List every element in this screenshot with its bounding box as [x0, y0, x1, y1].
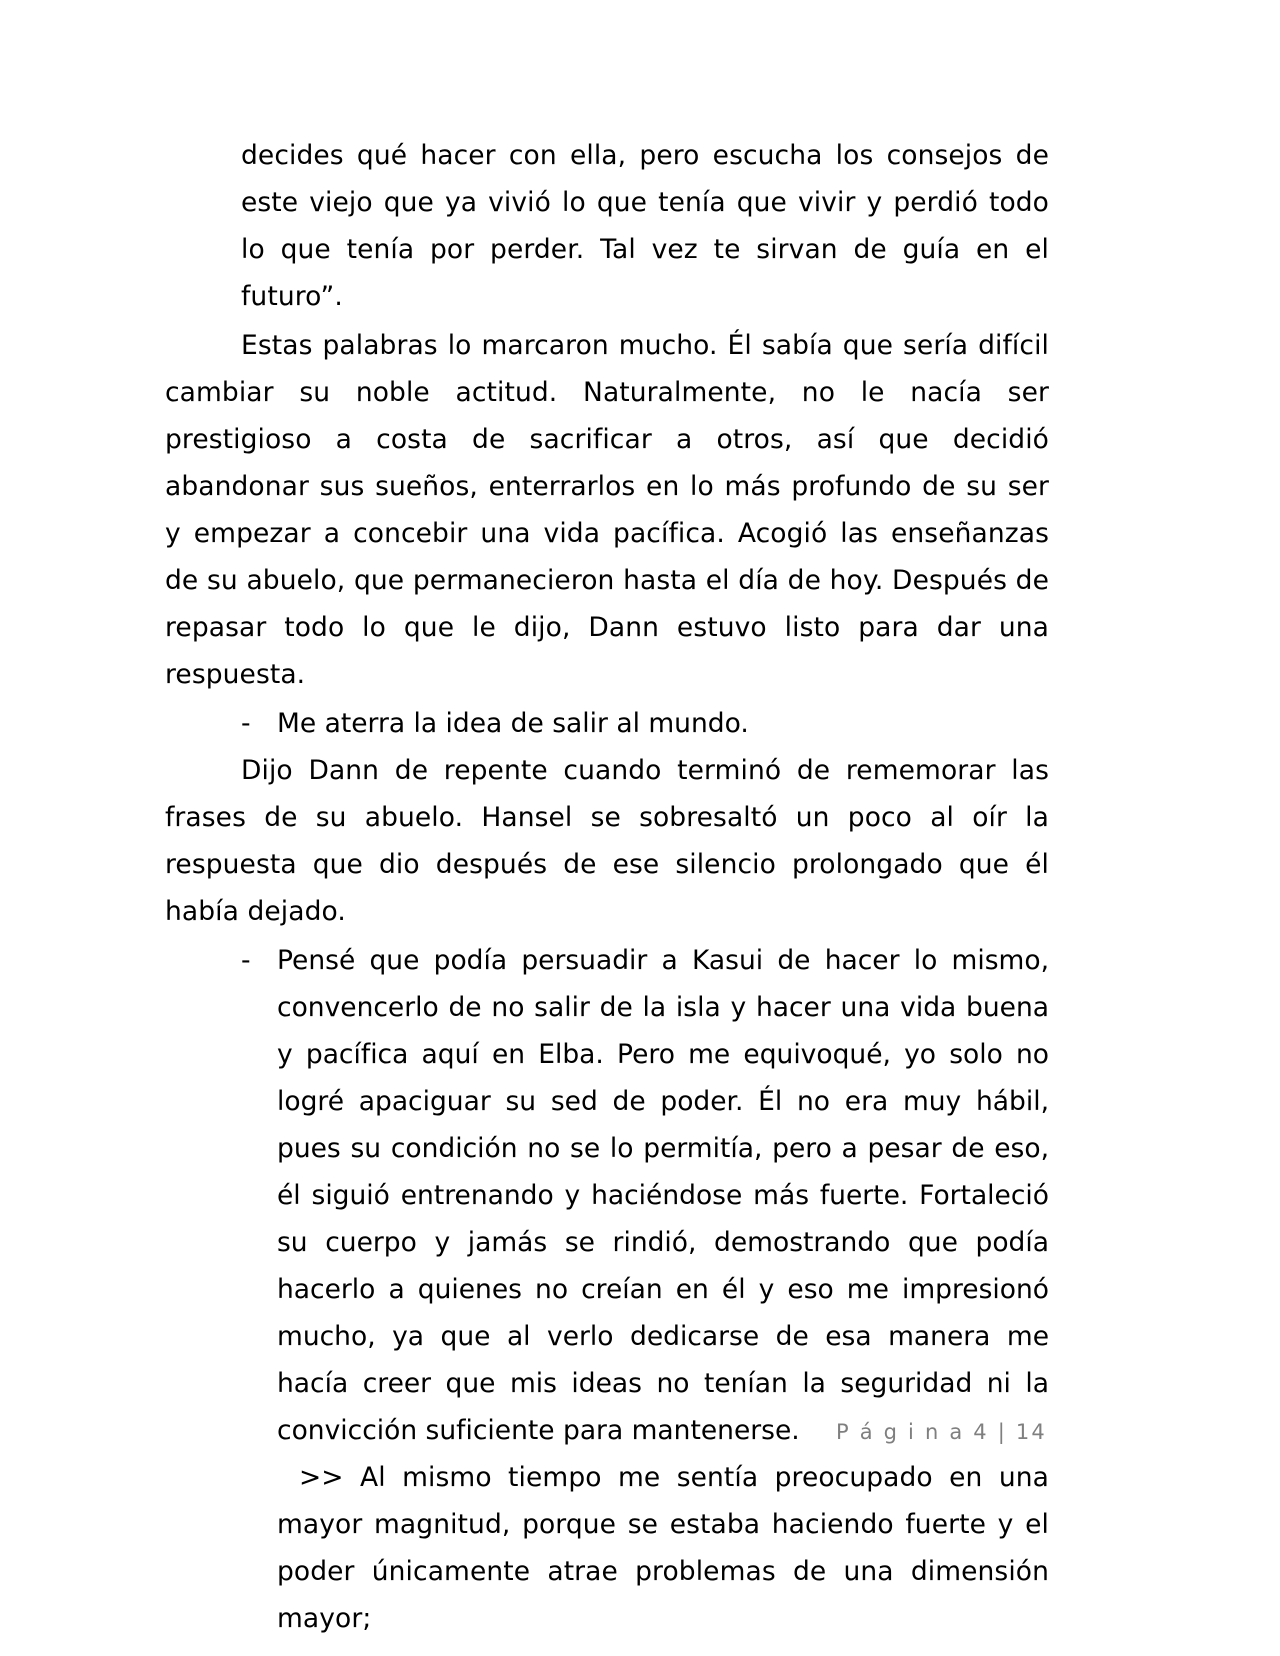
paragraph-quote-continuation: >> Al mismo tiempo me sentía preocupado en una mayor magnitud, porque se estaba haciendo fuerte y el poder únicamente atrae problemas de una dimensión mayor;: [277, 1462, 1049, 1634]
page-body-text: [165, 132, 1049, 1644]
paragraph-estas-palabras: Estas palabras lo marcaron mucho. Él sabía que sería difícil cambiar su noble actitud. Naturalmente, no le nacía ser prestigioso a costa de sacrificar a otros, así que decidió abandonar sus sueños, enterrarlos en lo más profundo de su ser y empezar a concebir una vida pacífica. Acogió las enseñanzas de su abuelo, que permanecieron hasta el día de hoy. Después de repasar todo lo que le dijo, Dann estuvo listo para dar una respuesta.: [165, 330, 1049, 690]
page-number-label: P á g i n a 4 | 14: [835, 1420, 1047, 1444]
dialogue-text: Me aterra la idea de salir al mundo.: [277, 708, 749, 739]
paragraph-continued: decides qué hacer con ella, pero escucha los consejos de este viejo que ya vivió lo que tenía que vivir y perdió todo lo que tenía por perder. Tal vez te sirvan de guía en el futuro”.: [241, 140, 1049, 312]
paragraph-dijo-dann: Dijo Dann de repente cuando terminó de rememorar las frases de su abuelo. Hansel se sobresaltó un poco al oír la respuesta que dio después de ese silencio prolongado que él había dejado.: [165, 755, 1049, 927]
dialogue-text: Pensé que podía persuadir a Kasui de hacer lo mismo, convencerlo de no salir de la isla y hacer una vida buena y pacífica aquí en Elba. Pero me equivoqué, yo solo no logré apaciguar su sed de poder. Él no era muy hábil, pues su condición no se lo permitía, pero a pesar de eso, él siguió entrenando y haciéndose más fuerte. Fortaleció su cuerpo y jamás se rindió, demostrando que podía hacerlo a quienes no creían en él y eso me impresionó mucho, ya que al verlo dedicarse de esa manera me hacía creer que mis ideas no tenían la seguridad ni la convicción suficiente para mantenerse.: [277, 945, 1049, 1446]
dialogue-dash-icon: -: [241, 708, 251, 739]
page-footer: [0, 1420, 1280, 1444]
dialogue-line-1: [241, 700, 1049, 747]
dialogue-dash-icon: -: [241, 945, 251, 976]
dialogue-line-2: [241, 937, 1049, 1454]
